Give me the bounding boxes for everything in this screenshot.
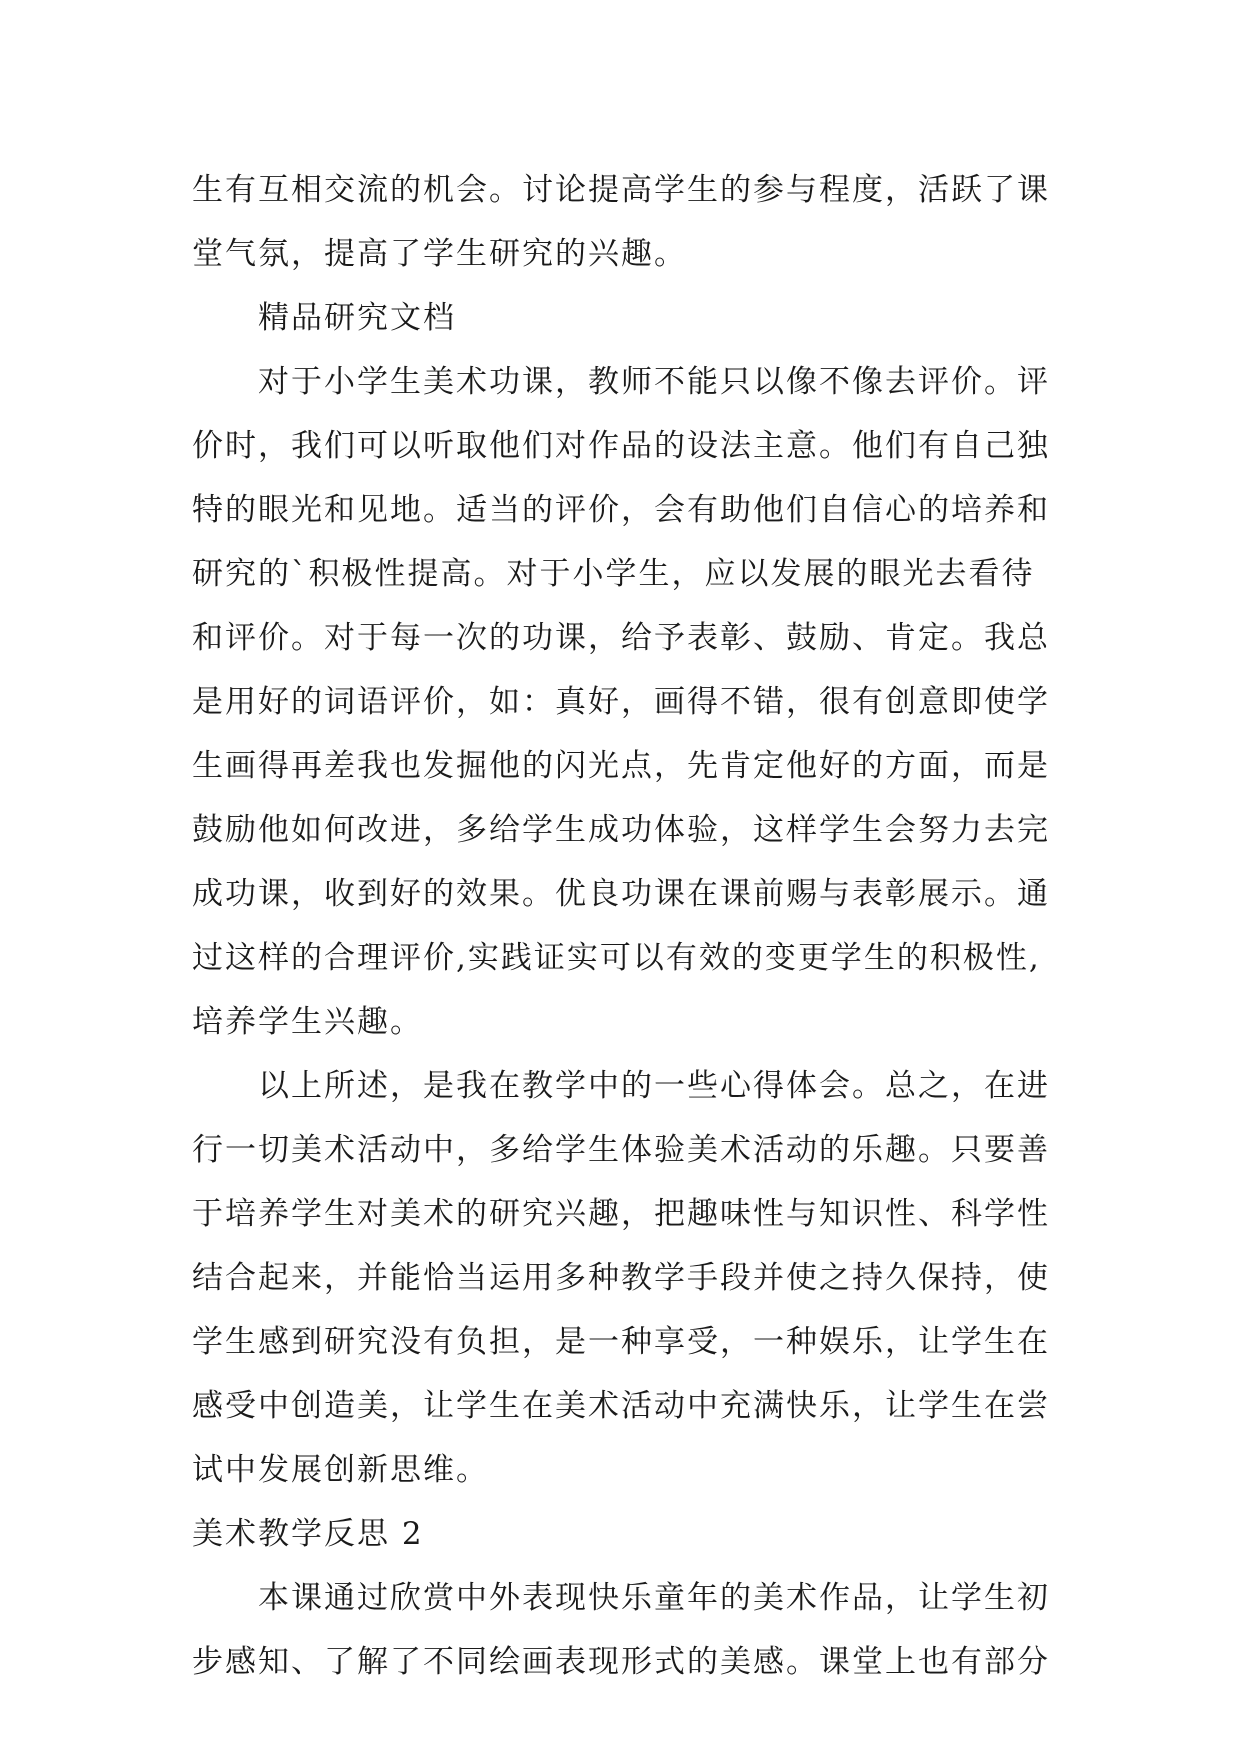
text-line: 是用好的词语评价，如：真好，画得不错，很有创意即使学 [192, 684, 1050, 720]
text-line: 过这样的合理评价,实践证实可以有效的变更学生的积极性, [192, 940, 1041, 976]
text-line: 行一切美术活动中，多给学生体验美术活动的乐趣。只要善 [192, 1132, 1050, 1168]
watermark-text: 精品研究文档 [258, 300, 456, 336]
text-line: 生画得再差我也发掘他的闪光点，先肯定他好的方面，而是 [192, 748, 1050, 784]
text-line: 研究的`积极性提高。对于小学生，应以发展的眼光去看待 [192, 556, 1035, 592]
text-line: 成功课，收到好的效果。优良功课在课前赐与表彰展示。通 [192, 876, 1050, 912]
document-body [192, 158, 1054, 1694]
text-line: 感受中创造美，让学生在美术活动中充满快乐，让学生在尝 [192, 1388, 1050, 1424]
text-line: 特的眼光和见地。适当的评价，会有助他们自信心的培养和 [192, 492, 1050, 528]
text-line: 培养学生兴趣。 [192, 1004, 423, 1040]
paragraph-1 [192, 158, 1054, 286]
text-line: 于培养学生对美术的研究兴趣，把趣味性与知识性、科学性 [192, 1196, 1050, 1232]
text-line: 本课通过欣赏中外表现快乐童年的美术作品，让学生初 [258, 1580, 1050, 1616]
paragraph-3 [192, 1054, 1054, 1502]
text-line: 和评价。对于每一次的功课，给予表彰、鼓励、肯定。我总 [192, 620, 1050, 656]
text-line: 学生感到研究没有负担，是一种享受，一种娱乐，让学生在 [192, 1324, 1050, 1360]
text-line: 试中发展创新思维。 [192, 1452, 489, 1488]
text-line: 堂气氛，提高了学生研究的兴趣。 [192, 236, 687, 272]
section-heading: 美术教学反思 2 [192, 1516, 424, 1552]
text-line: 以上所述，是我在教学中的一些心得体会。总之，在进 [258, 1068, 1050, 1104]
text-line: 步感知、了解了不同绘画表现形式的美感。课堂上也有部分 [192, 1644, 1050, 1680]
text-line: 生有互相交流的机会。讨论提高学生的参与程度，活跃了课 [192, 172, 1050, 208]
paragraph-2 [192, 350, 1054, 1054]
text-line: 鼓励他如何改进，多给学生成功体验，这样学生会努力去完 [192, 812, 1050, 848]
text-line: 对于小学生美术功课，教师不能只以像不像去评价。评 [258, 364, 1050, 400]
text-line: 价时，我们可以听取他们对作品的设法主意。他们有自己独 [192, 428, 1050, 464]
paragraph-4 [192, 1566, 1054, 1694]
text-line: 结合起来，并能恰当运用多种教学手段并使之持久保持，使 [192, 1260, 1050, 1296]
